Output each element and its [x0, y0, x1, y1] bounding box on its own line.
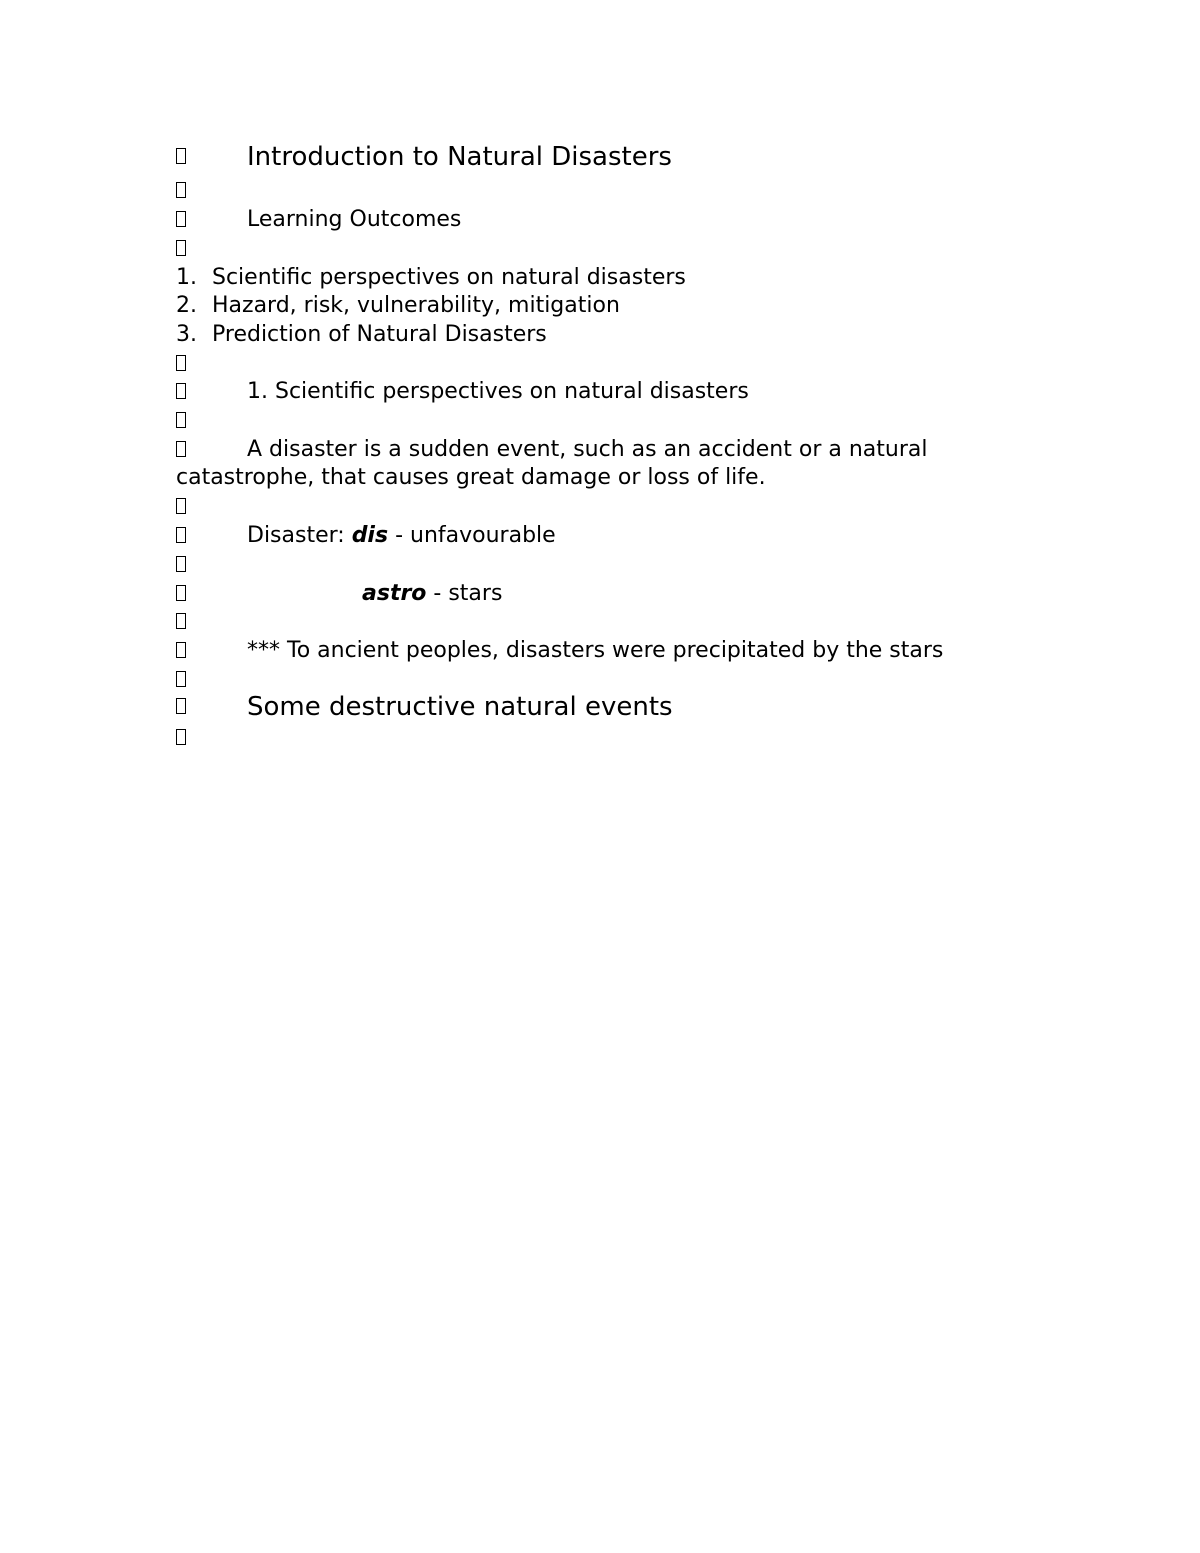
missing-glyph-bullet-icon — [176, 556, 186, 572]
empty-bullet-line — [176, 176, 1056, 205]
outcome-text: Prediction of Natural Disasters — [212, 322, 547, 347]
missing-glyph-bullet-icon — [176, 729, 186, 745]
etymology-astro-term: astro — [362, 581, 427, 606]
missing-glyph-bullet-icon — [176, 355, 186, 371]
outcome-text: Scientific perspectives on natural disasters — [212, 265, 686, 290]
missing-glyph-bullet-icon — [176, 671, 186, 687]
learning-outcomes-line — [176, 205, 1056, 234]
destructive-events-line — [176, 691, 1056, 723]
etymology-label: Disaster: — [247, 523, 352, 548]
learning-outcomes-heading: Learning Outcomes — [247, 207, 462, 232]
empty-bullet-line — [176, 492, 1056, 521]
outcome-item — [176, 263, 1056, 292]
etymology-dis — [247, 521, 556, 550]
etymology-astro — [362, 579, 502, 608]
missing-glyph-bullet-icon — [176, 642, 186, 658]
missing-glyph-bullet-icon — [176, 585, 186, 601]
outcome-number: 3. — [176, 322, 197, 347]
missing-glyph-bullet-icon — [176, 240, 186, 256]
outcome-number: 1. — [176, 265, 197, 290]
empty-bullet-line — [176, 550, 1056, 579]
outcome-text: Hazard, risk, vulnerability, mitigation — [212, 293, 620, 318]
missing-glyph-bullet-icon — [176, 613, 186, 629]
ancient-note: *** To ancient peoples, disasters were precipitated by the stars — [247, 638, 944, 663]
missing-glyph-bullet-icon — [176, 498, 186, 514]
title-line — [176, 141, 1056, 173]
outcome-item — [176, 320, 1056, 349]
section-heading: 1. Scientific perspectives on natural disasters — [247, 379, 749, 404]
missing-glyph-bullet-icon — [176, 211, 186, 227]
missing-glyph-bullet-icon — [176, 383, 186, 399]
empty-bullet-line — [176, 349, 1056, 378]
definition-continuation — [176, 463, 1056, 492]
empty-bullet-line — [176, 723, 1056, 752]
definition-text-line2: catastrophe, that causes great damage or loss of life. — [176, 465, 766, 490]
outcome-item — [176, 291, 1056, 320]
etymology-dis-term: dis — [351, 523, 389, 548]
outcome-number: 2. — [176, 293, 197, 318]
definition-line — [176, 435, 1056, 464]
etymology-astro-meaning: - stars — [426, 581, 503, 606]
empty-bullet-line — [176, 665, 1056, 694]
missing-glyph-bullet-icon — [176, 698, 186, 714]
section-heading-line — [176, 377, 1056, 406]
missing-glyph-bullet-icon — [176, 441, 186, 457]
empty-bullet-line — [176, 234, 1056, 263]
etymology-astro-line — [176, 579, 1056, 608]
etymology-dis-line — [176, 521, 1056, 550]
destructive-events-heading: Some destructive natural events — [247, 692, 673, 722]
empty-bullet-line — [176, 607, 1056, 636]
missing-glyph-bullet-icon — [176, 412, 186, 428]
etymology-dis-meaning: - unfavourable — [388, 523, 556, 548]
ancient-note-line — [176, 636, 1056, 665]
missing-glyph-bullet-icon — [176, 148, 186, 164]
empty-bullet-line — [176, 406, 1056, 435]
missing-glyph-bullet-icon — [176, 527, 186, 543]
page-title: Introduction to Natural Disasters — [247, 142, 672, 172]
definition-text-line1: A disaster is a sudden event, such as an accident or a natural — [247, 437, 928, 462]
missing-glyph-bullet-icon — [176, 182, 186, 198]
